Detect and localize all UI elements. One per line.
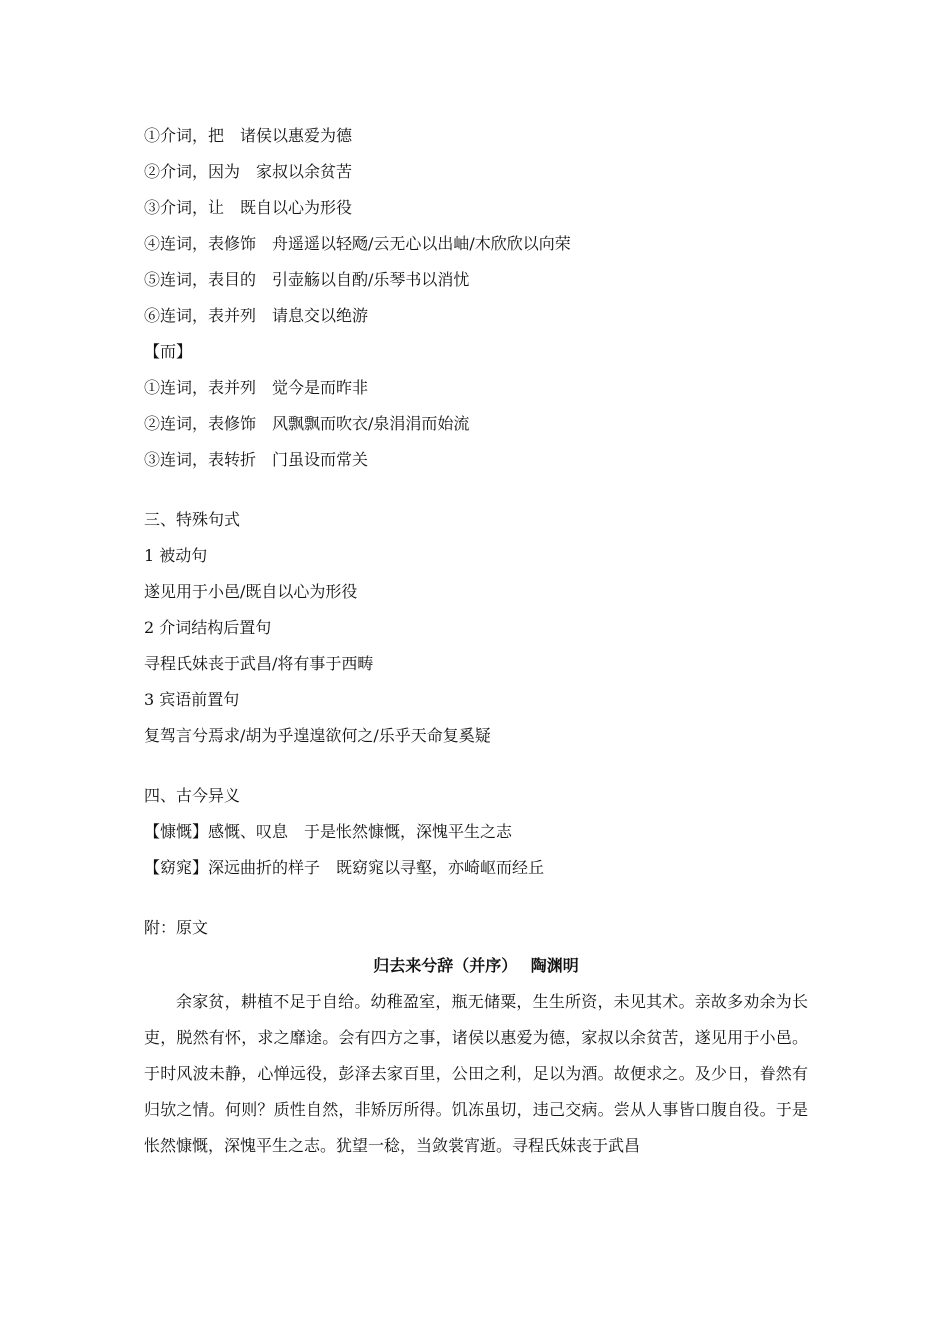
special-sentence-item: 1 被动句 — [144, 546, 208, 565]
section-heading-word-meaning: 四、古今异义 — [144, 786, 241, 805]
special-sentence-item: 3 宾语前置句 — [144, 690, 240, 709]
special-sentence-item: 复驾言兮焉求/胡为乎遑遑欲何之/乐乎天命复奚疑 — [144, 726, 491, 745]
word-meaning-item: 【窈窕】深远曲折的样子 既窈窕以寻壑，亦崎岖而经丘 — [144, 858, 545, 877]
yi-usage-4: ④连词，表修饰 舟遥遥以轻飏/云无心以出岫/木欣欣以向荣 — [144, 234, 571, 253]
section-heading-special-sentences: 三、特殊句式 — [144, 510, 241, 529]
yi-usage-6: ⑥连词，表并列 请息交以绝游 — [144, 306, 369, 325]
poem-preface-paragraph: 余家贫，耕植不足于自给。幼稚盈室，瓶无储粟，生生所资，未见其术。亲故多劝余为长吏，脱然有怀，求之靡途。会有四方之事，诸侯以惠爱为德，家叔以余贫苦，遂见用于小邑。于时风波未静，心惮远役，彭泽去家百里，公田之利，足以为酒。故便求之。及少日，眷然有归欤之情。何则？质性自然，非矫厉所得。饥冻虽切，违己交病。尝从人事皆口腹自役。于是怅然慷慨，深愧平生之志。犹望一稔，当敛裳宵逝。寻程氏妹丧于武昌 — [144, 992, 808, 1155]
yi-usage-2: ②介词，因为 家叔以余贫苦 — [144, 162, 353, 181]
poem-title: 归去来兮辞（并序） 陶渊明 — [373, 956, 579, 975]
special-sentence-item: 寻程氏妹丧于武昌/将有事于西畴 — [144, 654, 374, 673]
word-meaning-item: 【慷慨】感慨、叹息 于是怅然慷慨，深愧平生之志 — [144, 822, 513, 841]
er-header: 【而】 — [144, 342, 193, 361]
special-sentence-item: 2 介词结构后置句 — [144, 618, 272, 637]
appendix-label: 附：原文 — [144, 918, 209, 937]
er-usage-3: ③连词，表转折 门虽设而常关 — [144, 450, 369, 469]
er-usage-2: ②连词，表修饰 风飘飘而吹衣/泉涓涓而始流 — [144, 414, 470, 433]
er-usage-1: ①连词，表并列 觉今是而昨非 — [144, 378, 369, 397]
yi-usage-3: ③介词，让 既自以心为形役 — [144, 198, 353, 217]
special-sentence-item: 遂见用于小邑/既自以心为形役 — [144, 582, 358, 601]
yi-usage-5: ⑤连词，表目的 引壶觞以自酌/乐琴书以消忧 — [144, 270, 470, 289]
yi-usage-1: ①介词，把 诸侯以惠爱为德 — [144, 126, 353, 145]
